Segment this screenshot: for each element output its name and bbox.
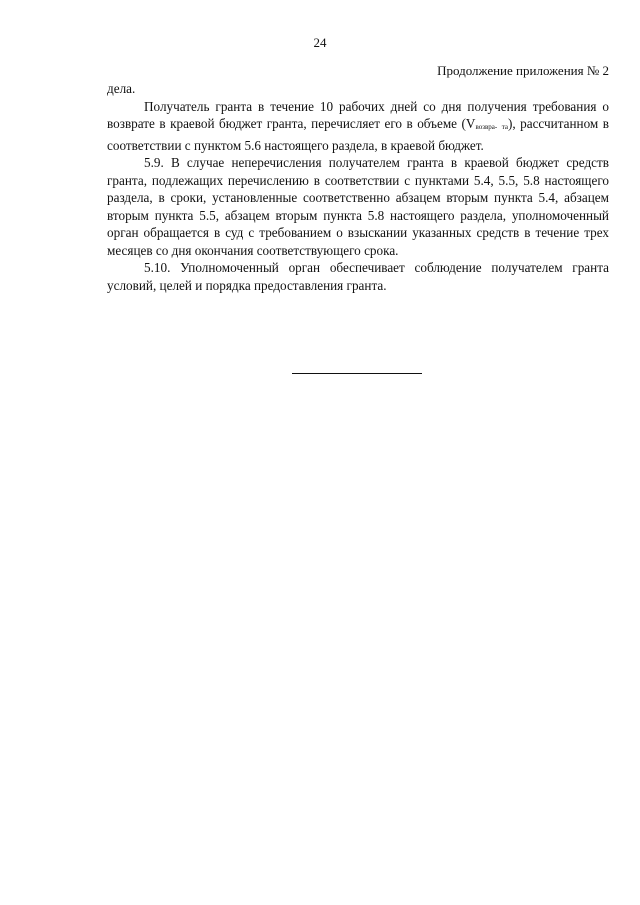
paragraph-grant-return-start: Получатель гранта в течение 10 рабочих дней со дня получения требования о возврате в краевой бюджет гранта, перечисляет его в объеме (V bbox=[107, 98, 609, 131]
volume-subscript-part-1: возвра- bbox=[475, 123, 498, 131]
paragraph-grant-return bbox=[107, 98, 609, 155]
paragraph-5-9: 5.9. В случае неперечисления получателем гранта в краевой бюджет средств гранта, подлежащих перечислению в соответствии с пунктами 5.4, 5.5, 5.8 настоящего раздела, в сроки, установленные соответственно абзацем вторым пункта 5.4, абзацем вторым пункта 5.5, абзацем вторым пункта 5.8 настоящего раздела, уполномоченный орган обращается в суд с требованием о взыскании указанных средств в течение трех месяцев со дня окончания соответствующего срока. bbox=[107, 155, 609, 258]
appendix-continuation-header: Продолжение приложения № 2 bbox=[437, 63, 609, 78]
paragraph-5-10: 5.10. Уполномоченный орган обеспечивает соблюдение получателем гранта условий, целей и порядка предоставления гранта. bbox=[107, 260, 609, 293]
page-number: 24 bbox=[313, 35, 327, 50]
paragraph-grant-return-end: ), рассчитанном в соответствии с пунктом 5.6 настоящего раздела, в краевой бюджет. bbox=[107, 116, 609, 153]
volume-subscript-part-2: та bbox=[501, 123, 508, 131]
document-body bbox=[107, 80, 609, 294]
end-of-document-rule bbox=[292, 373, 422, 374]
carried-over-line: дела. bbox=[107, 81, 136, 96]
